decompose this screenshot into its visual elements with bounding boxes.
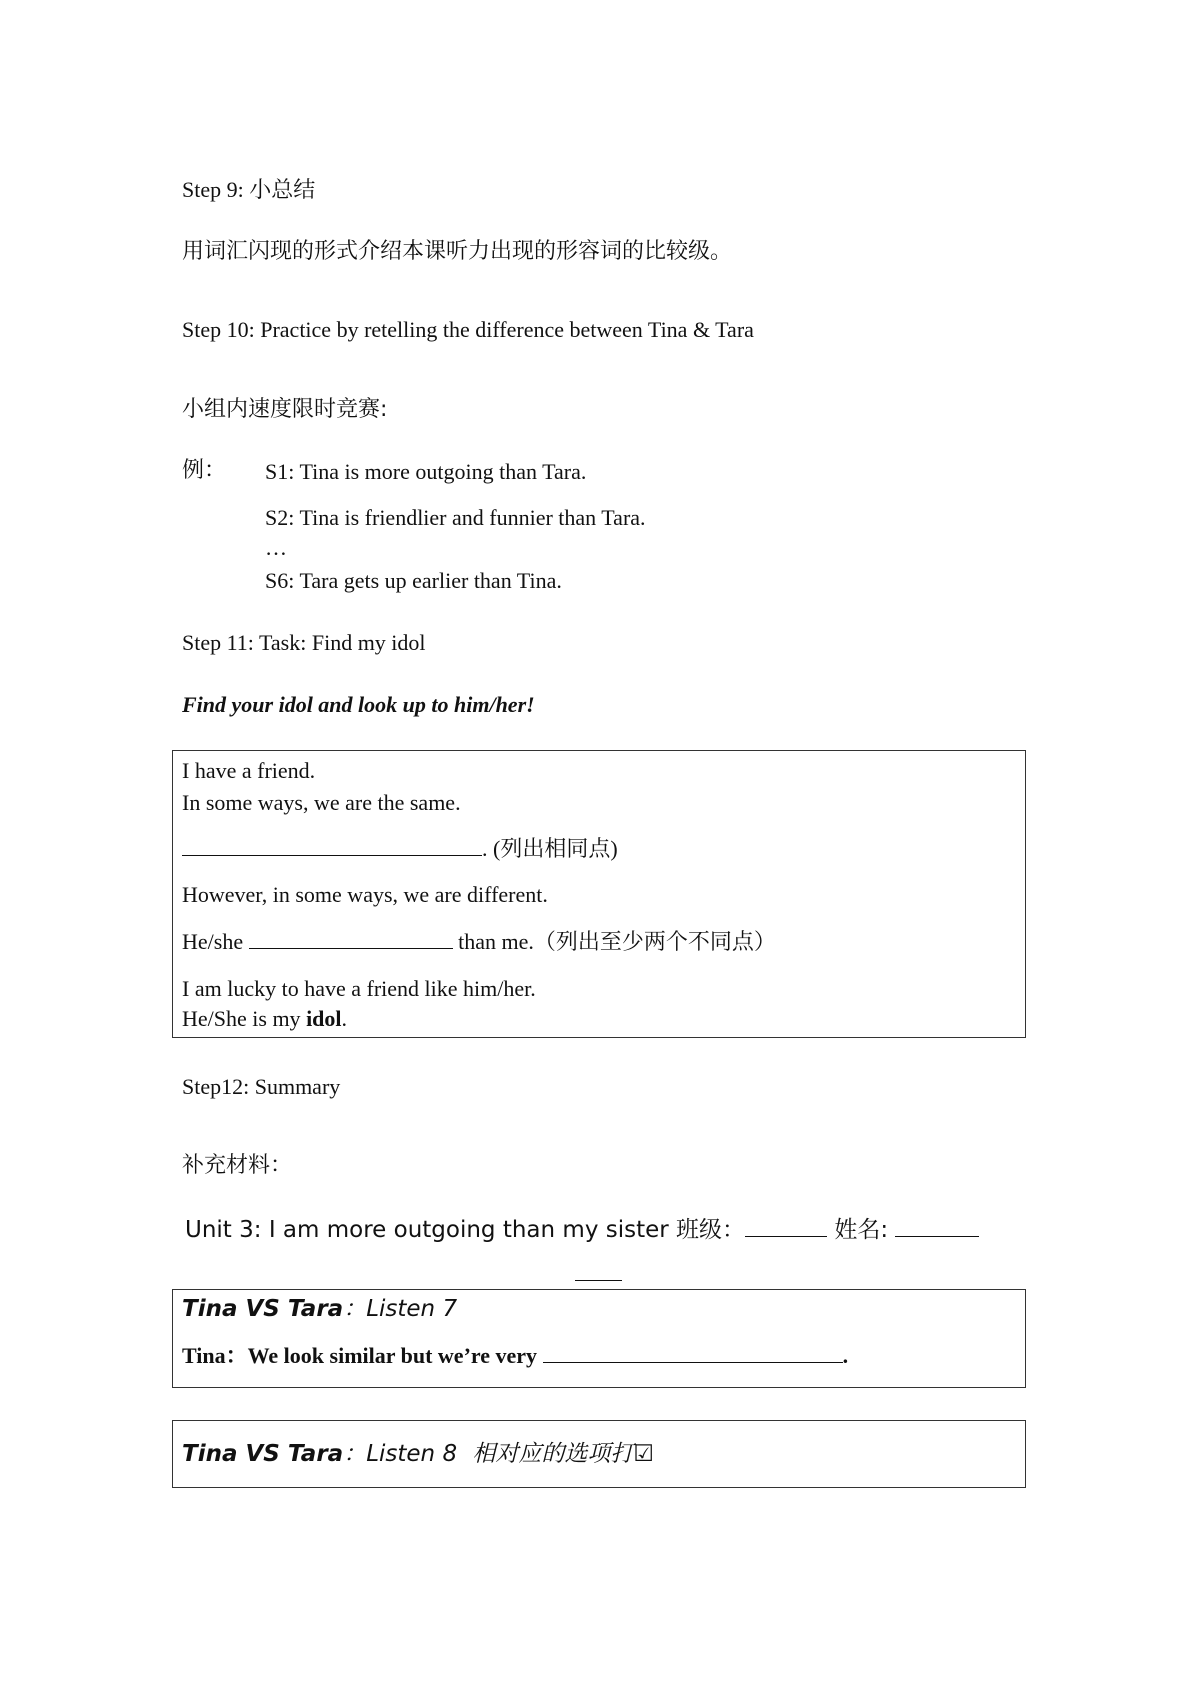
listen7-blank[interactable]: [543, 1342, 843, 1363]
step9-label: Step 9:: [182, 177, 244, 202]
step10-activity: 小组内速度限时竞赛:: [182, 397, 388, 422]
name-label: 姓名:: [834, 1217, 889, 1243]
box-diff-sentence: He/she than me.（列出至少两个不同点）: [182, 929, 776, 955]
example-line-3: S6: Tara gets up earlier than Tina.: [265, 568, 562, 593]
same-points-blank[interactable]: [182, 835, 482, 856]
box-line-different: However, in some ways, we are different.: [182, 882, 548, 907]
class-label: 班级：: [676, 1217, 746, 1243]
example-line-1: S1: Tina is more outgoing than Tara.: [265, 459, 587, 484]
step11-title: Step 11: Task: Find my idol: [182, 630, 426, 655]
listen7-sentence: Tina：We look similar but we’re very .: [182, 1343, 849, 1368]
worksheet-title-line: [185, 1214, 979, 1245]
diff-hint: （列出至少两个不同点）: [533, 930, 776, 955]
example-line-2: S2: Tina is friendlier and funnier than Tara.: [265, 505, 646, 530]
box-line-friend: I have a friend.: [182, 758, 316, 783]
listen7-box: [172, 1289, 1026, 1388]
idol-writing-box: [172, 750, 1026, 1038]
box-same-hint: . (列出相同点): [182, 835, 618, 864]
diff-points-blank[interactable]: [249, 928, 453, 949]
box-line-same: In some ways, we are the same.: [182, 790, 461, 815]
listen8-box: [172, 1420, 1026, 1488]
listen7-heading: Tina VS Tara：Listen 7: [182, 1296, 458, 1322]
supplement-label: 补充材料：: [182, 1153, 293, 1178]
step9-description: 用词汇闪现的形式介绍本课听力出现的形容词的比较级。: [182, 239, 733, 264]
listen8-heading: Tina VS Tara：Listen 8 相对应的选项打☑: [182, 1441, 655, 1467]
step10-title: Step 10: Practice by retelling the difference between Tina & Tara: [182, 317, 754, 342]
listen8-instruction: 相对应的选项打☑: [472, 1441, 655, 1467]
name-blank-wrap: [575, 1280, 622, 1281]
step12-title: Step12: Summary: [182, 1074, 341, 1099]
box-line-idol: He/She is my idol.: [182, 1006, 348, 1031]
class-blank[interactable]: [745, 1214, 827, 1237]
step9-heading: [182, 176, 315, 205]
name-blank[interactable]: [895, 1214, 979, 1237]
box-line-lucky: I am lucky to have a friend like him/her.: [182, 976, 536, 1001]
step11-slogan: Find your idol and look up to him/her!: [182, 692, 535, 717]
worksheet-title: Unit 3: I am more outgoing than my sister: [185, 1217, 669, 1243]
example-label: 例：: [182, 458, 227, 483]
step9-title: 小总结: [249, 178, 316, 203]
example-ellipsis: …: [265, 535, 287, 560]
